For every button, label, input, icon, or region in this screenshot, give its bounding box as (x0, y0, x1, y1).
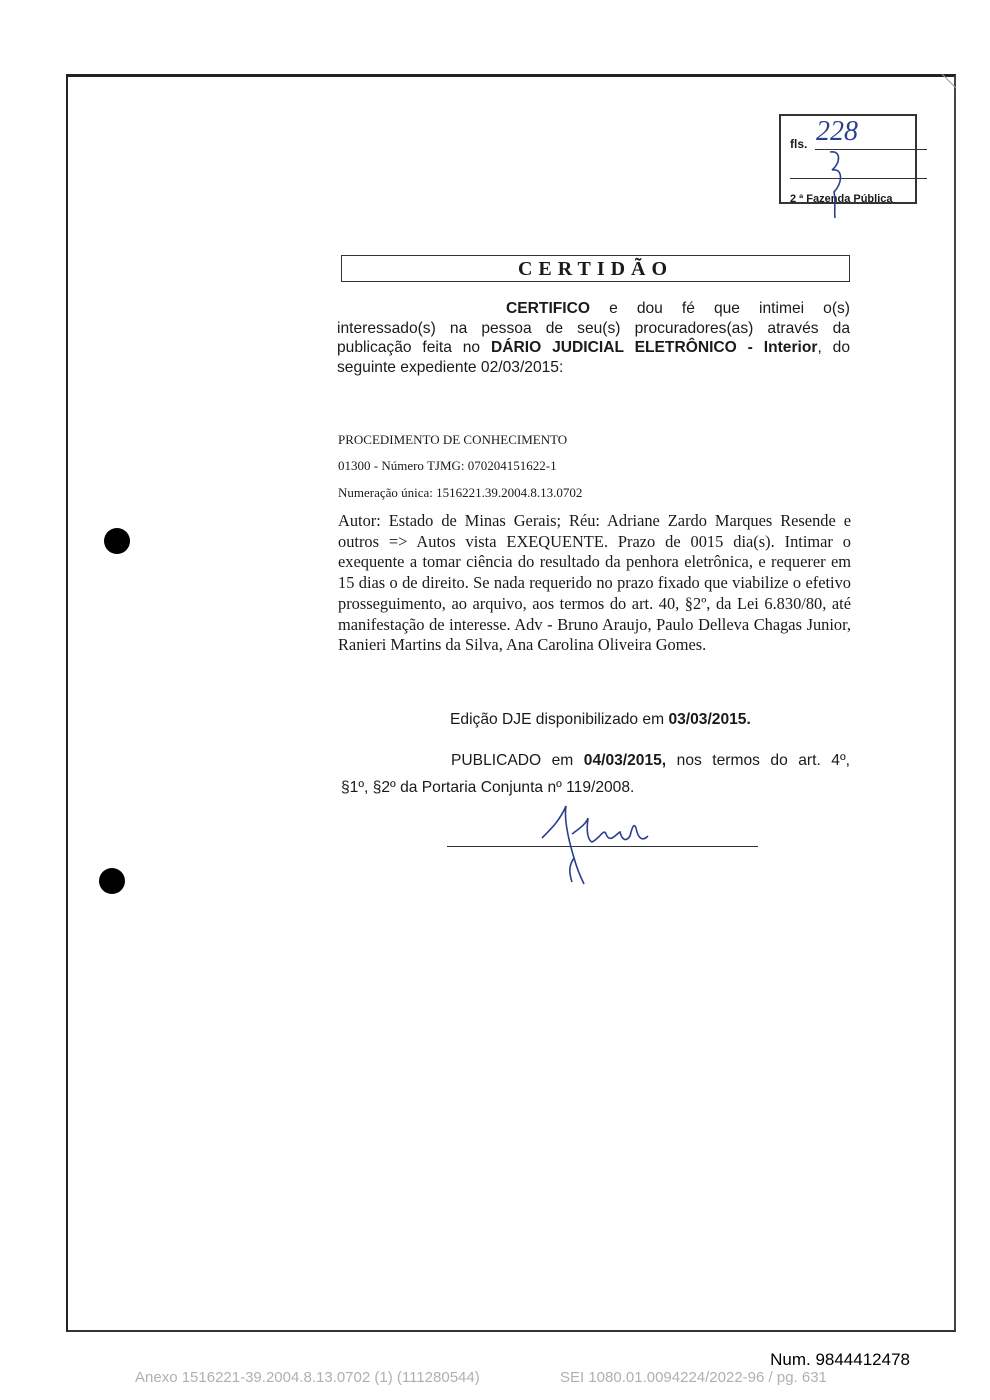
publicado-date: 04/03/2015, (583, 752, 667, 769)
court-division-label: 2 ª Fazenda Pública (790, 193, 893, 205)
expediente-text: Autor: Estado de Minas Gerais; Réu: Adriane Zardo Marques Resende e outros => Autos vista EXEQUENTE. Prazo de 0015 dia(s). Intimar o exequente a tomar ciência do resultado da penhora eletrônica, e requerer em 15 dias o de direito. Se nada requerido no prazo fixado que viabilize o efetivo prosseguimento, ao arquivo, aos termos do art. 40, §2º, da Lei 6.830/80, até manifestação de interesse. Adv - Bruno Araujo, Paulo Delleva Chagas Junior, Ranieri Martins da Silva, Ana Carolina Oliveira Gomes. (338, 511, 851, 655)
portaria-line: §1º, §2º da Portaria Conjunta nº 119/2008. (341, 779, 635, 796)
certifico-lead: CERTIFICO (506, 300, 591, 317)
folio-handwritten-number (800, 112, 880, 224)
publicado-paragraph: PUBLICADO em 04/03/2015, nos termos do art. 4º, §1º, §2º da Portaria Conjunta nº 119/2008. (341, 747, 850, 801)
folio-label: fls. (790, 137, 808, 151)
document-title: CERTIDÃO (517, 258, 674, 280)
numeracao-unica-line: Numeração única: 1516221.39.2004.8.13.0702 (338, 485, 583, 500)
footer-sei: SEI 1080.01.0094224/2022-96 / pg. 631 (560, 1369, 827, 1386)
folio-number: 228 (816, 116, 858, 147)
folded-corner-mark (940, 72, 958, 90)
footer-anexo: Anexo 1516221-39.2004.8.13.0702 (1) (111280544) (135, 1369, 480, 1386)
punch-hole-bottom (99, 868, 125, 894)
edicao-line: Edição DJE disponibilizado em 03/03/2015. (450, 711, 751, 728)
document-number: Num. 9844412478 (770, 1350, 910, 1369)
procedimento-line: PROCEDIMENTO DE CONHECIMENTO (338, 432, 568, 447)
punch-hole-top (104, 528, 130, 554)
certification-paragraph: CERTIFICO e dou fé que intimei o(s) interessado(s) na pessoa de seu(s) procuradores(as) através da publicação feita no DÁRIO JUDICIAL ELETRÔNICO - Interior, do seguinte expediente 02/03/2015: (337, 300, 851, 376)
edicao-date: 03/03/2015. (668, 711, 751, 728)
certidao-title-box (341, 255, 850, 282)
numero-tjmg-line: 01300 - Número TJMG: 070204151622-1 (338, 458, 557, 473)
handwritten-signature (530, 798, 660, 888)
diario-name: DÁRIO JUDICIAL ELETRÔNICO - Interior (490, 339, 818, 356)
